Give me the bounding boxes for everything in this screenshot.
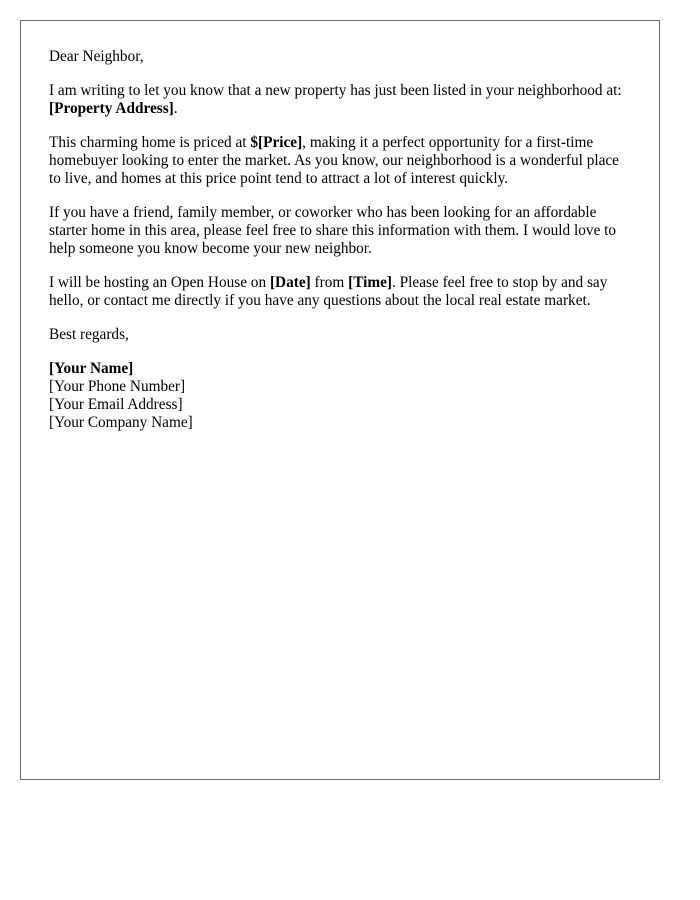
letter-page <box>20 20 660 780</box>
paragraph-open-house <box>49 274 631 310</box>
signature-email: [Your Email Address] <box>49 396 183 413</box>
listing-text-end: . <box>173 100 178 117</box>
open-house-text-end: . Please feel free to stop by and say hello, or contact me directly if you have any questions about the local real estate market. <box>49 274 608 309</box>
paragraph-price <box>49 134 631 188</box>
signature-phone: [Your Phone Number] <box>49 378 186 395</box>
property-address: [Property Address] <box>49 100 174 117</box>
listing-text: I am writing to let you know that a new property has just been listed in your neighborhood at: <box>49 82 622 99</box>
open-house-date: [Date] <box>269 274 311 291</box>
signature-company: [Your Company Name] <box>49 414 193 431</box>
greeting: Dear Neighbor, <box>49 48 144 65</box>
open-house-text-middle: from <box>310 274 349 291</box>
paragraph-referral: If you have a friend, family member, or coworker who has been looking for an affordable starter home in this area, please feel free to share this information with them. I would love to help someone you know become your new neighbor. <box>49 204 617 257</box>
price-text: This charming home is priced at <box>49 134 251 151</box>
paragraph-listing <box>49 82 631 118</box>
price-text-end: , making it a perfect opportunity for a first-time homebuyer looking to enter the market. As you know, our neighborhood is a wonderful place to live, and homes at this price point tend to attract a lot of interest quickly. <box>49 134 619 187</box>
price: $[Price] <box>250 134 303 151</box>
closing: Best regards, <box>49 326 129 343</box>
open-house-time: [Time] <box>348 274 393 291</box>
signature-block <box>49 360 631 432</box>
open-house-text: I will be hosting an Open House on <box>49 274 270 291</box>
signature-name: [Your Name] <box>49 360 134 377</box>
